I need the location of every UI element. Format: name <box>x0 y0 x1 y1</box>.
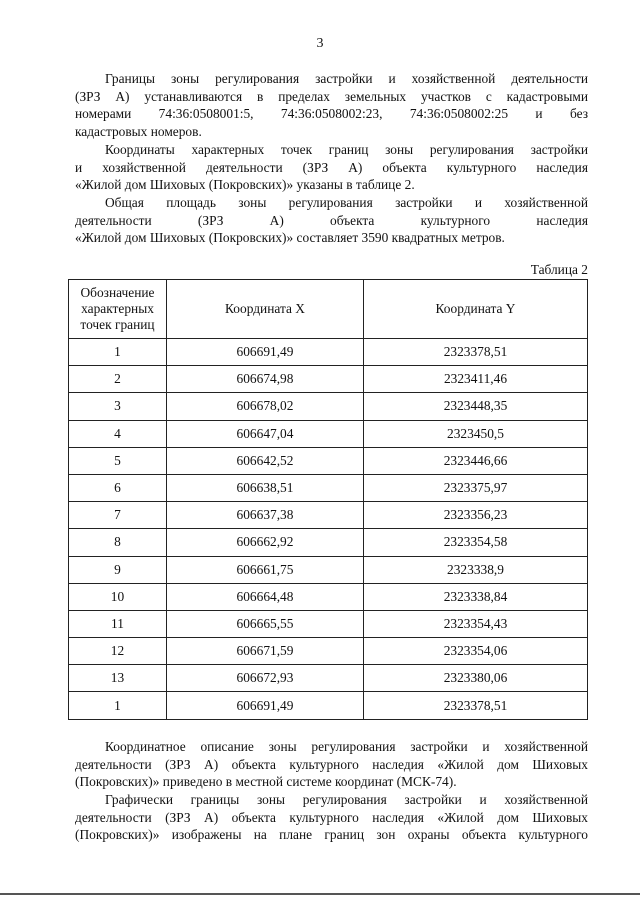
table-row <box>69 610 588 637</box>
text-line: (Покровских)» изображены на плане границ зон охраны объекта культурного <box>75 827 588 843</box>
cell-y: 2323380,06 <box>364 665 588 692</box>
table-row <box>69 339 588 366</box>
text-line: деятельности (ЗРЗ А) объекта культурного наследия «Жилой дом Шиховых <box>75 809 588 825</box>
text-line: «Жилой дом Шиховых (Покровских)» составляет 3590 квадратных метров. <box>75 230 505 246</box>
cell-point-id: 12 <box>69 638 167 665</box>
table-header-row <box>69 280 588 339</box>
cell-y: 2323375,97 <box>364 474 588 501</box>
table-row <box>69 529 588 556</box>
cell-x: 606671,59 <box>167 638 364 665</box>
cell-point-id: 3 <box>69 393 167 420</box>
paragraph-coordinate-system <box>75 738 588 791</box>
cell-y: 2323354,06 <box>364 638 588 665</box>
cell-x: 606691,49 <box>167 692 364 719</box>
cell-y: 2323356,23 <box>364 502 588 529</box>
cell-x: 606647,04 <box>167 420 364 447</box>
header-coordinate-y: Координата Y <box>364 280 588 339</box>
paragraph-zone-boundaries <box>75 70 588 140</box>
table-row <box>69 447 588 474</box>
cell-point-id: 8 <box>69 529 167 556</box>
cell-y: 2323354,58 <box>364 529 588 556</box>
cell-point-id: 1 <box>69 339 167 366</box>
header-coordinate-x: Координата X <box>167 280 364 339</box>
cell-y: 2323378,51 <box>364 692 588 719</box>
cell-y: 2323378,51 <box>364 339 588 366</box>
cell-point-id: 5 <box>69 447 167 474</box>
cell-y: 2323446,66 <box>364 447 588 474</box>
cell-point-id: 7 <box>69 502 167 529</box>
cell-x: 606678,02 <box>167 393 364 420</box>
table-row <box>69 556 588 583</box>
text-line: Координатное описание зоны регулирования застройки и хозяйственной <box>105 739 588 754</box>
cell-point-id: 13 <box>69 665 167 692</box>
cell-point-id: 4 <box>69 420 167 447</box>
cell-point-id: 2 <box>69 366 167 393</box>
header-text: точек границ <box>80 317 155 332</box>
cell-point-id: 10 <box>69 583 167 610</box>
coordinates-table <box>68 279 588 720</box>
cell-y: 2323338,9 <box>364 556 588 583</box>
cell-x: 606664,48 <box>167 583 364 610</box>
header-point-id <box>69 280 167 339</box>
table-row <box>69 366 588 393</box>
text-line: (ЗРЗ А) устанавливаются в пределах земельных участков с кадастровыми <box>75 88 588 104</box>
text-line: «Жилой дом Шиховых (Покровских)» указаны в таблице 2. <box>75 177 415 193</box>
cell-x: 606674,98 <box>167 366 364 393</box>
text-line: Графически границы зоны регулирования застройки и хозяйственной <box>105 792 588 807</box>
cell-point-id: 9 <box>69 556 167 583</box>
cell-y: 2323448,35 <box>364 393 588 420</box>
cell-x: 606672,93 <box>167 665 364 692</box>
text-line: номерами 74:36:0508001:5, 74:36:0508002:23, 74:36:0508002:25 и без <box>75 106 588 122</box>
paragraph-graphic-boundaries <box>75 791 588 844</box>
cell-x: 606661,75 <box>167 556 364 583</box>
paragraph-coordinates-reference <box>75 141 588 194</box>
cell-x: 606662,92 <box>167 529 364 556</box>
text-line: деятельности (ЗРЗ А) объекта культурного наследия «Жилой дом Шиховых <box>75 756 588 772</box>
cell-y: 2323338,84 <box>364 583 588 610</box>
text-line: деятельности (ЗРЗ А) объекта культурного наследия <box>75 212 588 228</box>
table-row <box>69 692 588 719</box>
table-row <box>69 583 588 610</box>
page-number: 3 <box>316 36 324 51</box>
table-row <box>69 420 588 447</box>
text-line: Координаты характерных точек границ зоны регулирования застройки <box>105 142 588 157</box>
table-row <box>69 638 588 665</box>
text-line: Общая площадь зоны регулирования застройки и хозяйственной <box>105 195 588 210</box>
header-text: характерных <box>81 301 154 316</box>
cell-x: 606665,55 <box>167 610 364 637</box>
cell-point-id: 6 <box>69 474 167 501</box>
table-row <box>69 393 588 420</box>
table-row <box>69 665 588 692</box>
text-line: Границы зоны регулирования застройки и хозяйственной деятельности <box>105 71 588 86</box>
cell-x: 606691,49 <box>167 339 364 366</box>
table-row <box>69 502 588 529</box>
paragraph-total-area <box>75 194 588 247</box>
cell-x: 606638,51 <box>167 474 364 501</box>
cell-y: 2323450,5 <box>364 420 588 447</box>
cell-x: 606637,38 <box>167 502 364 529</box>
text-line: и хозяйственной деятельности (ЗРЗ А) объекта культурного наследия <box>75 159 588 175</box>
header-text: Обозначение <box>80 285 155 300</box>
cell-point-id: 11 <box>69 610 167 637</box>
cell-y: 2323354,43 <box>364 610 588 637</box>
cell-point-id: 1 <box>69 692 167 719</box>
cell-x: 606642,52 <box>167 447 364 474</box>
text-line: (Покровских)» приведено в местной системе координат (МСК-74). <box>75 774 457 790</box>
cell-y: 2323411,46 <box>364 366 588 393</box>
table-row <box>69 474 588 501</box>
text-line: кадастровых номеров. <box>75 123 202 139</box>
table-caption: Таблица 2 <box>530 262 588 277</box>
page-bottom-edge <box>0 893 640 895</box>
